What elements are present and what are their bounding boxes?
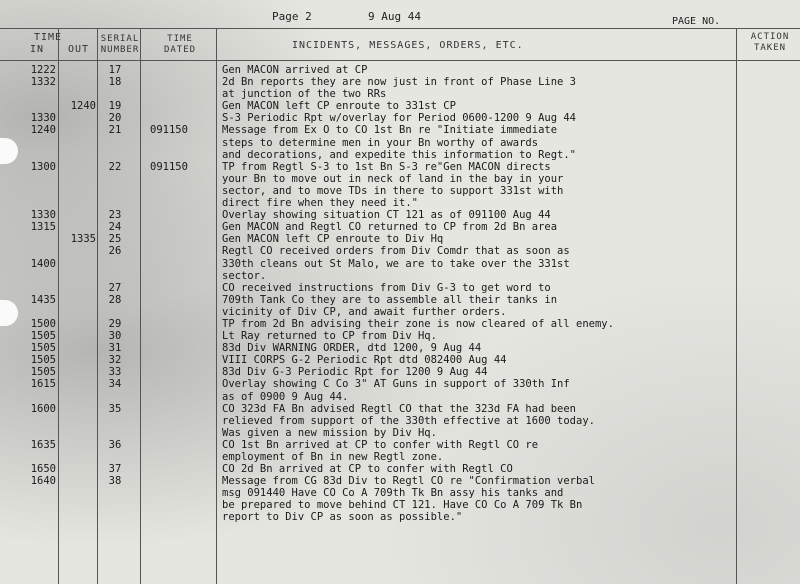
entry-text: Gen MACON left CP enroute to 331st CP [222,100,456,113]
serial-number: 22 [108,160,122,173]
page-number-label: PAGE NO. [672,16,721,27]
time-dated: 091150 [150,124,188,137]
entry-text: msg 091440 Have CO Co A 709th Tk Bn assy his tanks and [222,487,564,500]
entry-text: TP from Regtl S-3 to 1st Bn S-3 re"Gen MACON directs [222,160,551,173]
entry-text: CO 1st Bn arrived at CP to confer with Regtl CO re [222,438,539,451]
journal-row [0,282,800,294]
serial-number: 38 [108,475,122,488]
journal-row [0,378,800,390]
entry-text: sector. [222,269,267,282]
serial-number: 18 [108,76,122,89]
time-dated: 091150 [150,160,188,173]
journal-row [0,475,800,487]
serial-number: 31 [108,342,122,355]
serial-number: 25 [108,233,122,246]
journal-row [0,511,800,523]
entry-text: S-3 Periodic Rpt w/overlay for Period 0600-1200 9 Aug 44 [222,112,577,125]
col-incidents-header: INCIDENTS, MESSAGES, ORDERS, ETC. [292,40,524,51]
journal-row [0,403,800,415]
time-in: 1635 [30,438,56,451]
col-time-header: TIME [34,32,63,43]
serial-number: 17 [108,64,122,76]
journal-row [0,185,800,197]
col-serial-header: SERIAL NUMBER [100,34,140,55]
journal-row [0,415,800,427]
serial-number: 27 [108,281,122,294]
journal-row [0,173,800,185]
serial-number: 34 [108,378,122,391]
serial-number: 36 [108,438,122,451]
serial-number: 32 [108,354,122,367]
entry-text: VIII CORPS G-2 Periodic Rpt dtd 082400 Aug 44 [222,354,507,367]
serial-number: 23 [108,209,122,222]
journal-row [0,330,800,342]
journal-row [0,88,800,100]
serial-number: 26 [108,245,122,258]
entry-text: 709th Tank Co they are to assemble all their tanks in [222,293,558,306]
time-in: 1500 [30,317,56,330]
journal-row [0,258,800,270]
journal-row [0,137,800,149]
time-in: 1400 [30,257,56,270]
time-out: 1240 [70,100,96,113]
entry-text: 2d Bn reports they are now just in front of Phase Line 3 [222,76,577,89]
header-bottom-rule [0,60,800,61]
report-date: 9 Aug 44 [368,10,421,23]
time-in: 1600 [30,402,56,415]
serial-number: 30 [108,330,122,343]
entry-text: be prepared to move behind CT 121. Have CO Co A 709 Tk Bn [222,499,583,512]
journal-row [0,197,800,209]
entry-text: Gen MACON arrived at CP [222,64,368,76]
serial-number: 28 [108,293,122,306]
journal-row [0,245,800,257]
entry-text: Gen MACON left CP enroute to Div Hq [222,233,444,246]
journal-row [0,64,800,76]
entry-text: vicinity of Div CP, and await further orders. [222,305,507,318]
time-in: 1615 [30,378,56,391]
time-out: 1335 [70,233,96,246]
serial-number: 29 [108,317,122,330]
serial-number: 37 [108,463,122,476]
journal-row [0,294,800,306]
serial-number: 21 [108,124,122,137]
col-in-header: IN [30,44,45,55]
time-in: 1332 [30,76,56,89]
time-in: 1505 [30,366,56,379]
entry-text: steps to determine men in your Bn worthy of awards [222,136,539,149]
journal-row [0,233,800,245]
journal-row [0,427,800,439]
journal-row [0,463,800,475]
entry-text: report to Div CP as soon as possible." [222,511,463,524]
entry-text: and decorations, and expedite this information to Regt." [222,148,577,161]
serial-number: 20 [108,112,122,125]
entry-text: Gen MACON and Regtl CO returned to CP from 2d Bn area [222,221,558,234]
journal-row [0,354,800,366]
time-in: 1300 [30,160,56,173]
journal-row [0,306,800,318]
entry-text: Overlay showing situation CT 121 as of 091100 Aug 44 [222,209,551,222]
journal-row [0,318,800,330]
entry-text: 83d Div WARNING ORDER, dtd 1200, 9 Aug 44 [222,342,482,355]
time-in: 1650 [30,463,56,476]
entry-text: Overlay showing C Co 3" AT Guns in support of 330th Inf [222,378,570,391]
entry-text: at junction of the two RRs [222,88,387,101]
time-in: 1315 [30,221,56,234]
journal-entries [0,64,800,524]
entry-text: 330th cleans out St Malo, we are to take over the 331st [222,257,570,270]
entry-text: your Bn to move out in neck of land in the bay in your [222,172,564,185]
entry-text: Regtl CO received orders from Div Comdr that as soon as [222,245,570,258]
journal-row [0,76,800,88]
time-in: 1222 [30,64,56,76]
entry-text: employment of Bn in new Regtl zone. [222,451,444,463]
journal-row [0,112,800,124]
header-top-rule [0,28,800,29]
entry-text: relieved from support of the 330th effective at 1600 today. [222,414,595,427]
time-in: 1330 [30,209,56,222]
time-in: 1505 [30,330,56,343]
journal-row [0,270,800,282]
journal-row [0,124,800,136]
col-action-header: ACTION TAKEN [750,32,790,53]
journal-row [0,342,800,354]
entry-text: Was given a new mission by Div Hq. [222,426,437,439]
time-in: 1330 [30,112,56,125]
journal-row [0,221,800,233]
time-in: 1640 [30,475,56,488]
time-in: 1505 [30,342,56,355]
journal-row [0,499,800,511]
journal-row [0,209,800,221]
entry-text: as of 0900 9 Aug 44. [222,390,349,403]
serial-number: 33 [108,366,122,379]
journal-row [0,487,800,499]
entry-text: CO received instructions from Div G-3 to get word to [222,281,551,294]
time-in: 1505 [30,354,56,367]
time-in: 1240 [30,124,56,137]
journal-row [0,100,800,112]
entry-text: Message from Ex O to CO 1st Bn re "Initiate immediate [222,124,558,137]
entry-text: TP from 2d Bn advising their zone is now cleared of all enemy. [222,317,614,330]
entry-text: CO 323d FA Bn advised Regtl CO that the 323d FA had been [222,402,577,415]
entry-text: CO 2d Bn arrived at CP to confer with Regtl CO [222,463,513,476]
entry-text: Message from CG 83d Div to Regtl CO re "Confirmation verbal [222,475,595,488]
serial-number: 35 [108,402,122,415]
col-time-dated-header: TIME DATED [163,34,197,55]
journal-row [0,149,800,161]
page-label: Page 2 [272,10,312,23]
serial-number: 19 [108,100,122,113]
col-out-header: OUT [68,44,90,55]
journal-row [0,161,800,173]
entry-text: direct fire when they need it." [222,197,418,210]
entry-text: Lt Ray returned to CP from Div Hq. [222,330,437,343]
time-in: 1435 [30,293,56,306]
journal-row [0,451,800,463]
entry-text: 83d Div G-3 Periodic Rpt for 1200 9 Aug 44 [222,366,488,379]
journal-row [0,391,800,403]
journal-row [0,439,800,451]
serial-number: 24 [108,221,122,234]
journal-row [0,366,800,378]
entry-text: sector, and to move TDs in there to support 331st with [222,184,564,197]
